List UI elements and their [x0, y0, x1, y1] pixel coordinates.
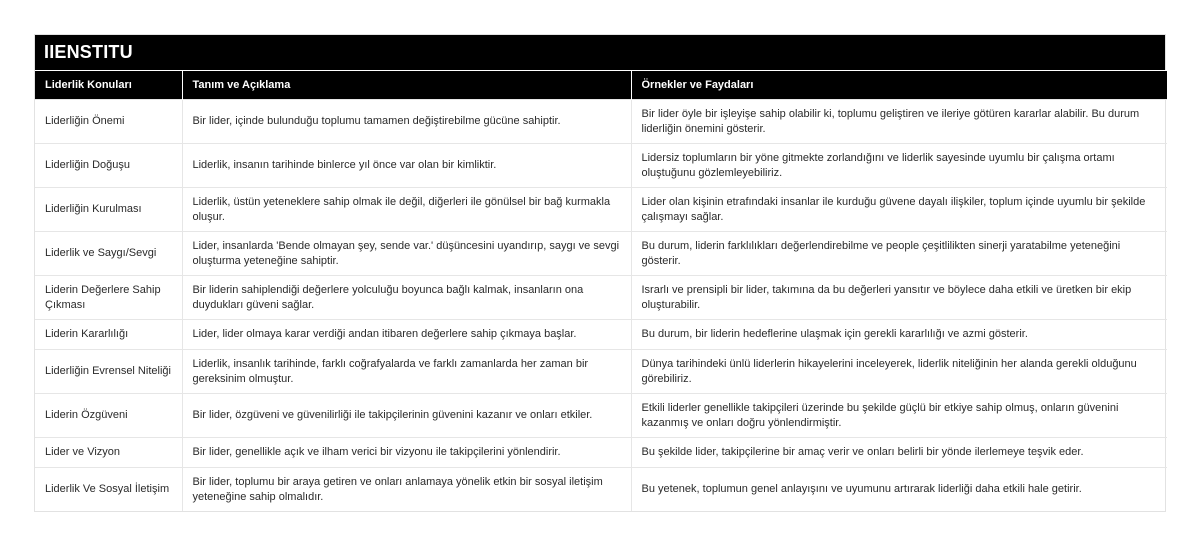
- brand-title: IIENSTITU: [35, 35, 1165, 70]
- cell-topic: Liderin Özgüveni: [35, 394, 182, 438]
- table-row: [35, 468, 1167, 512]
- cell-definition: Liderlik, üstün yeteneklere sahip olmak ile değil, diğerleri ile gönülsel bir bağ kurmakla oluşur.: [182, 188, 631, 232]
- table-row: [35, 438, 1167, 468]
- column-header-examples: Örnekler ve Faydaları: [631, 71, 1167, 100]
- table-header-row: [35, 71, 1167, 100]
- cell-topic: Liderin Kararlılığı: [35, 320, 182, 350]
- column-header-topics: Liderlik Konuları: [35, 71, 182, 100]
- cell-definition: Bir lider, özgüveni ve güvenilirliği ile takipçilerinin güvenini kazanır ve onları etkiler.: [182, 394, 631, 438]
- cell-topic: Liderliğin Önemi: [35, 100, 182, 144]
- cell-definition: Liderlik, insanlık tarihinde, farklı coğrafyalarda ve farklı zamanlarda her zaman bir gereksinim olmuştur.: [182, 350, 631, 394]
- cell-definition: Liderlik, insanın tarihinde binlerce yıl önce var olan bir kimliktir.: [182, 144, 631, 188]
- cell-example: Israrlı ve prensipli bir lider, takımına da bu değerleri yansıtır ve böylece daha etkili ve üretken bir ekip oluşturabilir.: [631, 276, 1167, 320]
- cell-topic: Liderliğin Doğuşu: [35, 144, 182, 188]
- cell-definition: Bir liderin sahiplendiği değerlere yolculuğu boyunca bağlı kalmak, insanların ona duydukları güveni sağlar.: [182, 276, 631, 320]
- table-row: [35, 144, 1167, 188]
- cell-example: Etkili liderler genellikle takipçileri üzerinde bu şekilde güçlü bir etkiye sahip olmuş, onların güvenini kazanmış ve onları doğru yönlendirmiştir.: [631, 394, 1167, 438]
- table-row: [35, 320, 1167, 350]
- cell-example: Bir lider öyle bir işleyişe sahip olabilir ki, toplumu geliştiren ve ileriye götüren kararlar alabilir. Bu durum liderliğin önemini gösterir.: [631, 100, 1167, 144]
- cell-topic: Lider ve Vizyon: [35, 438, 182, 468]
- cell-example: Bu şekilde lider, takipçilerine bir amaç verir ve onları belirli bir yönde ilerlemeye teşvik eder.: [631, 438, 1167, 468]
- table-row: [35, 232, 1167, 276]
- cell-example: Dünya tarihindeki ünlü liderlerin hikayelerini inceleyerek, liderlik niteliğinin her alanda gerekli olduğunu görebiliriz.: [631, 350, 1167, 394]
- table-row: [35, 394, 1167, 438]
- cell-topic: Liderin Değerlere Sahip Çıkması: [35, 276, 182, 320]
- content-table-container: [34, 34, 1166, 512]
- cell-definition: Bir lider, genellikle açık ve ilham verici bir vizyonu ile takipçilerini yönlendirir.: [182, 438, 631, 468]
- cell-topic: Liderliğin Kurulması: [35, 188, 182, 232]
- cell-example: Bu yetenek, toplumun genel anlayışını ve uyumunu artırarak liderliği daha etkili hale getirir.: [631, 468, 1167, 512]
- table-row: [35, 276, 1167, 320]
- cell-definition: Bir lider, toplumu bir araya getiren ve onları anlamaya yönelik etkin bir sosyal iletişim yeteneğine sahip olmalıdır.: [182, 468, 631, 512]
- cell-definition: Lider, lider olmaya karar verdiği andan itibaren değerlere sahip çıkmaya başlar.: [182, 320, 631, 350]
- cell-example: Bu durum, bir liderin hedeflerine ulaşmak için gerekli kararlılığı ve azmi gösterir.: [631, 320, 1167, 350]
- cell-topic: Liderlik Ve Sosyal İletişim: [35, 468, 182, 512]
- leadership-table: [35, 70, 1167, 511]
- cell-topic: Liderlik ve Saygı/Sevgi: [35, 232, 182, 276]
- column-header-definition: Tanım ve Açıklama: [182, 71, 631, 100]
- table-row: [35, 350, 1167, 394]
- cell-example: Lider olan kişinin etrafındaki insanlar ile kurduğu güvene dayalı ilişkiler, toplum içinde uyumlu bir şekilde çalışmayı sağlar.: [631, 188, 1167, 232]
- cell-definition: Bir lider, içinde bulunduğu toplumu tamamen değiştirebilme gücüne sahiptir.: [182, 100, 631, 144]
- table-row: [35, 188, 1167, 232]
- cell-definition: Lider, insanlarda 'Bende olmayan şey, sende var.' düşüncesini uyandırıp, saygı ve sevgi oluşturma yeteneğine sahiptir.: [182, 232, 631, 276]
- table-body: [35, 100, 1167, 512]
- table-row: [35, 100, 1167, 144]
- cell-example: Lidersiz toplumların bir yöne gitmekte zorlandığını ve liderlik sayesinde uyumlu bir çalışma ortamı oluştuğunu gözlemleyebiliriz.: [631, 144, 1167, 188]
- cell-topic: Liderliğin Evrensel Niteliği: [35, 350, 182, 394]
- cell-example: Bu durum, liderin farklılıkları değerlendirebilme ve people çeşitlilikten sinerji yaratabilme yeteneğini gösterir.: [631, 232, 1167, 276]
